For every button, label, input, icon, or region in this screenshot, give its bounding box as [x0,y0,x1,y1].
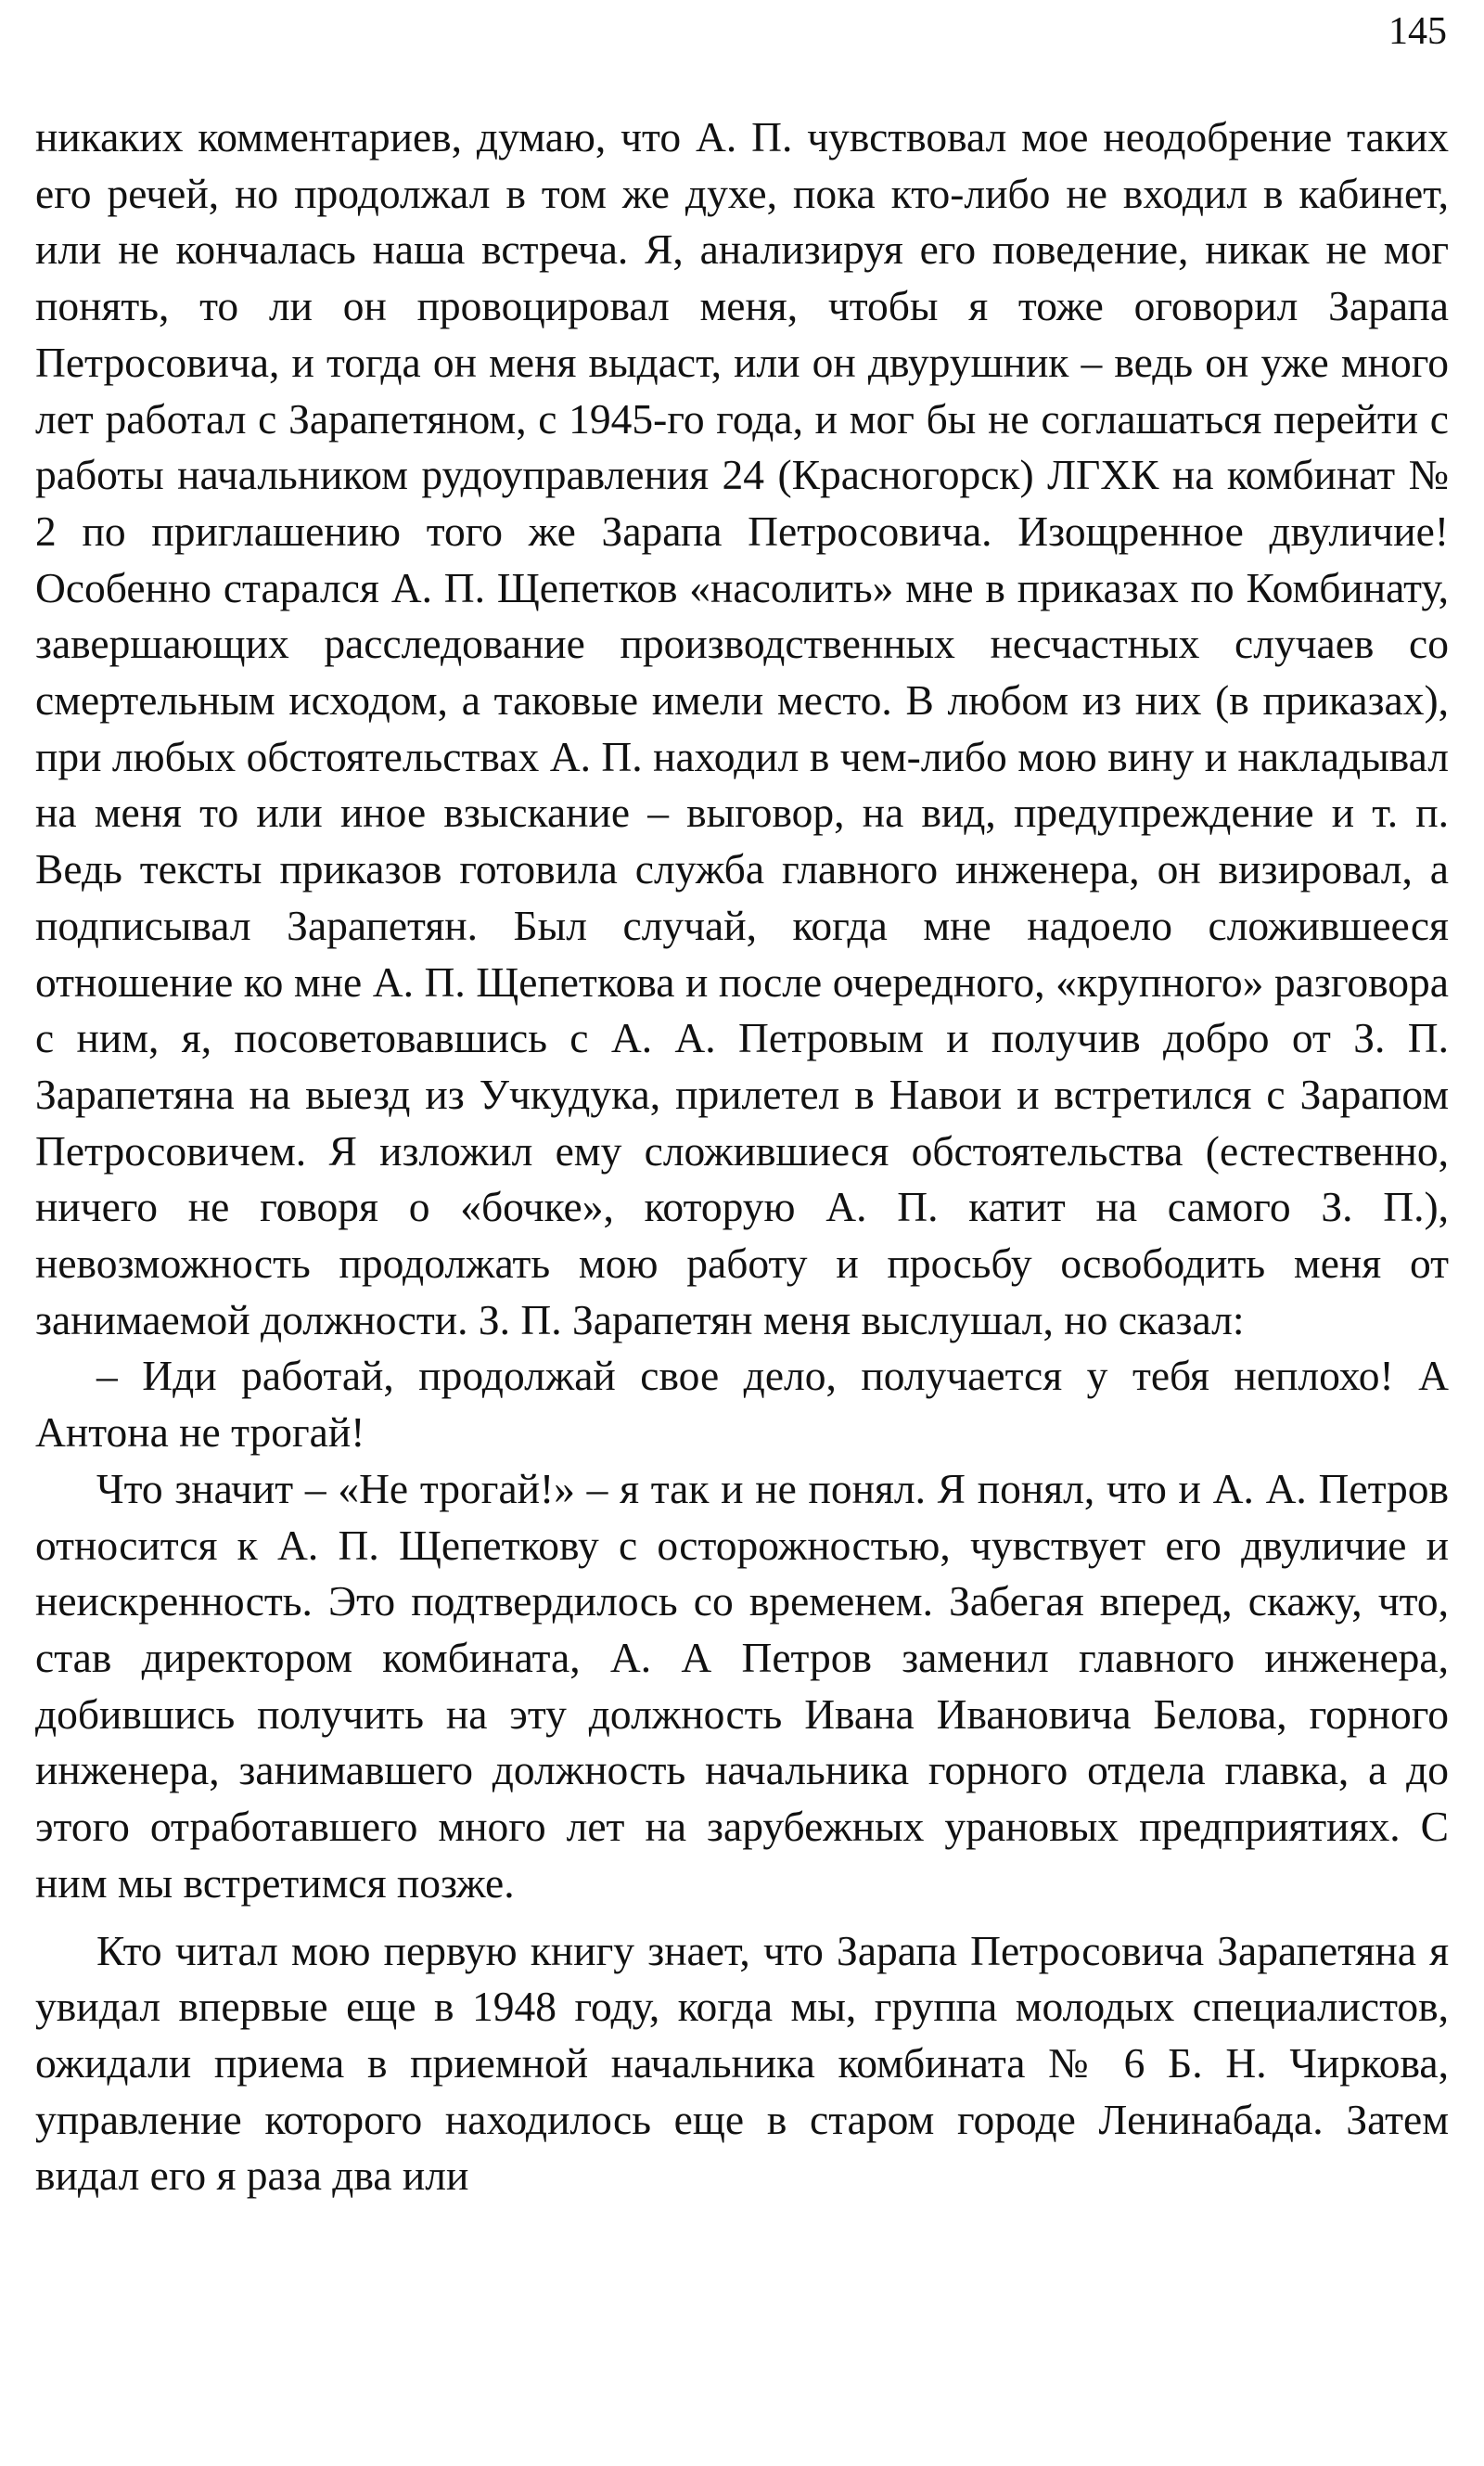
paragraph-1: никаких комментариев, думаю, что А. П. чувствовал мое неодобрение таких его речей, но продолжал в том же духе, пока кто-либо не входил в кабинет, или не кончалась наша встреча. Я, анализируя его поведение, никак не мог понять, то ли он провоцировал меня, чтобы я тоже оговорил Зарапа Петросовича, и тогда он меня выдаст, или он двурушник – ведь он уже много лет работал с Зарапетяном, с 1945-го года, и мог бы не соглашаться перейти с работы начальником рудоуправления 24 (Красногорск) ЛГХК на комбинат № 2 по приглашению того же Зарапа Петросовича. Изощренное двуличие! Особенно старался А. П. Щепетков «насолить» мне в приказах по Комбинату, завершающих расследование производственных несчастных случаев со смертельным исходом, а таковые имели место. В любом из них (в приказах), при любых обстоятельствах А. П. находил в чем-либо мою вину и накладывал на меня то или иное взыскание – выговор, на вид, предупреждение и т. п. Ведь тексты приказов готовила служба главного инженера, он визировал, а подписывал Зарапетян. Был случай, когда мне надоело сложившееся отношение ко мне А. П. Щепеткова и после очередного, «крупного» разговора с ним, я, посоветовавшись с А. А. Петровым и получив добро от З. П. Зарапетяна на выезд из Учкудука, прилетел в Навои и встретился с Зарапом Петросовичем. Я изложил ему сложившиеся обстоятельства (естественно, ничего не говоря о «бочке», которую А. П. катит на самого З. П.), невозможность продолжать мою работу и просьбу освободить меня от занимаемой должности. З. П. Зарапетян меня выслушал, но сказал: [35,113,1449,1343]
paragraph-3: Что значит – «Не трогай!» – я так и не понял. Я понял, что и А. А. Петров относится к А. П. Щепеткову с осторожностью, чувствует его двуличие и неискренность. Это подтвердилось со временем. Забегая вперед, скажу, что, став директором комбината, А. А Петров заменил главного инженера, добившись получить на эту должность Ивана Ивановича Белова, горного инженера, занимавшего должность начальника горного отдела главка, а до этого отработавшего много лет на зарубежных урановых предприятиях. С ним мы встретимся позже. [35,1464,1449,1907]
page-number: 145 [1388,10,1447,53]
page-text [35,109,1449,2204]
paragraph-4: Кто читал мою первую книгу знает, что Зарапа Петросовича Зарапетяна я увидал впервые еще в 1948 году, когда мы, группа молодых специалистов, ожидали приема в приемной начальника комбината № 6 Б. Н. Чиркова, управление которого находилось еще в старом городе Ленинабада. Затем видал его я раза два или [35,1926,1449,2200]
paragraph-2: – Иди работай, продолжай свое дело, получается у тебя неплохо! А Антона не трогай! [35,1352,1449,1457]
